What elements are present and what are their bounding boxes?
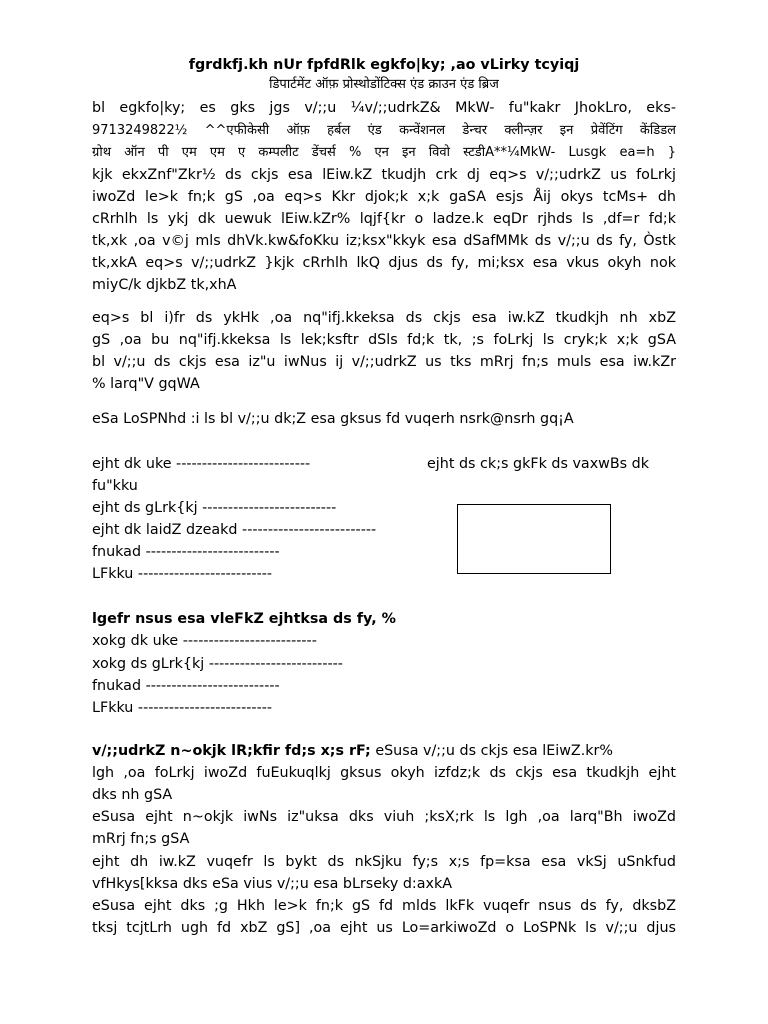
intro-line-9: miyC/k djkbZ tk,xhA bbox=[92, 277, 237, 293]
document-subtitle: डिपार्टमेंट ऑफ़ प्रोस्थोडोंटिक्स एंड क्राउन एंड ब्रिज bbox=[269, 77, 499, 92]
section3-line-4: mRrj fn;s gSA bbox=[92, 831, 190, 847]
thumb-impression-label: ejht ds ck;s gkFk ds vaxwBs dk bbox=[427, 456, 649, 472]
section3-lead: eSusa v/;;u ds ckjs esa lEiwZ.kr% bbox=[375, 743, 613, 759]
intro-line-3: ग्रोथ ऑन पी एम एम ए कम्पलीट डेंचर्स % एन इन विवो स्टडीA**¼MkW- Lusgk ea=h } bbox=[92, 145, 676, 160]
para2-line-2: gS ,oa bu nq"ifj.kkeksa ls lek;ksftr dSls fd;k tk, ;s foLrkj ls cryk;k x;k gSA bbox=[92, 332, 676, 348]
para2-line-3: bl v/;;u ds ckjs esa iz"u iwNus ij v/;;udrkZ us tks mRrj fn;s muls esa iw.kZr bbox=[92, 354, 676, 370]
intro-line-8: tk,xkA eq>s v/;;udrkZ }kjk cRrhlh lkQ djus ds fy, mi;ksx esa vkus okyh nok bbox=[92, 255, 676, 271]
para2-line-1: eq>s bl i)fr ds ykHk ,oa nq"ifj.kkeksa ds ckjs esa iw.kZ tkudkjh nh xbZ bbox=[92, 310, 676, 326]
consent-statement: eSa LoSPNhd :i ls bl v/;;u dk;Z esa gksus fd vuqerh nsrk@nsrh gq¡A bbox=[92, 411, 574, 427]
patient-contact-field[interactable]: ejht dk laidZ dzeakd -------------------------- bbox=[92, 522, 377, 538]
section3-first-line bbox=[92, 742, 613, 760]
patient-name-field[interactable]: ejht dk uke -------------------------- bbox=[92, 456, 311, 472]
section3-heading: v/;;udrkZ n~okjk lR;kfir fd;s x;s rF; bbox=[92, 743, 371, 759]
intro-line-5: iwoZd le>k fn;k gS ,oa eq>s Kkr djok;k x;k gaSA esjs Åij okys tcMs+ dh bbox=[92, 189, 676, 205]
section2-heading: lgefr nsus esa vleFkZ ejhtksa ds fy, % bbox=[92, 611, 396, 627]
witness-signature-field[interactable]: xokg ds gLrk{kj -------------------------- bbox=[92, 656, 343, 672]
intro-line-1: bl egkfo|ky; es gks jgs v/;;u ¼v/;;udrkZ& MkW- fu"kakr JhokLro, eks- bbox=[92, 100, 676, 116]
thumb-impression-box[interactable] bbox=[457, 504, 611, 574]
witness-date-field[interactable]: fnukad -------------------------- bbox=[92, 678, 280, 694]
section3-line-2: dks nh gSA bbox=[92, 787, 173, 803]
document-title: fgrdkfj.kh nUr fpfdRlk egkfo|ky; ,ao vLirky tcyiqj bbox=[188, 57, 580, 73]
section3-line-3: eSusa ejht n~okjk iwNs iz"uksa dks viuh ;ksX;rk ls lgh ,oa larq"Bh iwoZd bbox=[92, 809, 676, 825]
para2-line-4: % larq"V gqWA bbox=[92, 376, 200, 392]
place-field[interactable]: LFkku -------------------------- bbox=[92, 566, 273, 582]
witness-name-field[interactable]: xokg dk uke -------------------------- bbox=[92, 633, 317, 649]
patient-signature-field[interactable]: ejht ds gLrk{kj -------------------------- bbox=[92, 500, 337, 516]
section3-line-7: eSusa ejht dks ;g Hkh le>k fn;k gS fd mlds lkFk vuqefr nsus ds fy, dksbZ bbox=[92, 898, 676, 914]
section3-line-6: vfHkys[kksa dks eSa vius v/;;u esa bLrseky d:axkA bbox=[92, 876, 453, 892]
date-field[interactable]: fnukad -------------------------- bbox=[92, 544, 280, 560]
section3-line-8: tksj tcjtLrh ugh fd xbZ gS] ,oa ejht us Lo=arkiwoZd o LoSPNk ls v/;;u djus bbox=[92, 920, 676, 936]
intro-line-7: tk,xk ,oa v©j mls dhVk.kw&foKku iz;ksx"kkyk esa dSafMMk ds v/;;u ds fy, Òstk bbox=[92, 233, 676, 249]
section3-line-1: lgh ,oa foLrkj iwoZd fuEukuqlkj gksus okyh izfdz;k ds ckjs esa tkudkjh ejht bbox=[92, 765, 676, 781]
intro-line-4: kjk ekxZnf"Zkr½ ds ckjs esa lEiw.kZ tkudjh crk dj eq>s v/;;udrkZ us foLrkj bbox=[92, 167, 676, 183]
intro-line-6: cRrhlh ls ykj dk uewuk lEiw.kZr% lqjf{kr o ladze.k eqDr rjhds ls ,df=r fd;k bbox=[92, 211, 676, 227]
intro-line-2: 9713249822½ ^^एफीकेसी ऑफ़ हर्बल एंड कन्वेंशनल डेन्चर क्लीन्ज़र इन प्रेवेंटिंग केंडिडल bbox=[92, 123, 676, 138]
witness-place-field[interactable]: LFkku -------------------------- bbox=[92, 700, 273, 716]
section3-line-5: ejht dh iw.kZ vuqefr ls bykt ds nkSjku fy;s x;s fp=ksa esa vkSj uSnkfud bbox=[92, 854, 676, 870]
thumb-impression-label-2: fu"kku bbox=[92, 478, 138, 494]
